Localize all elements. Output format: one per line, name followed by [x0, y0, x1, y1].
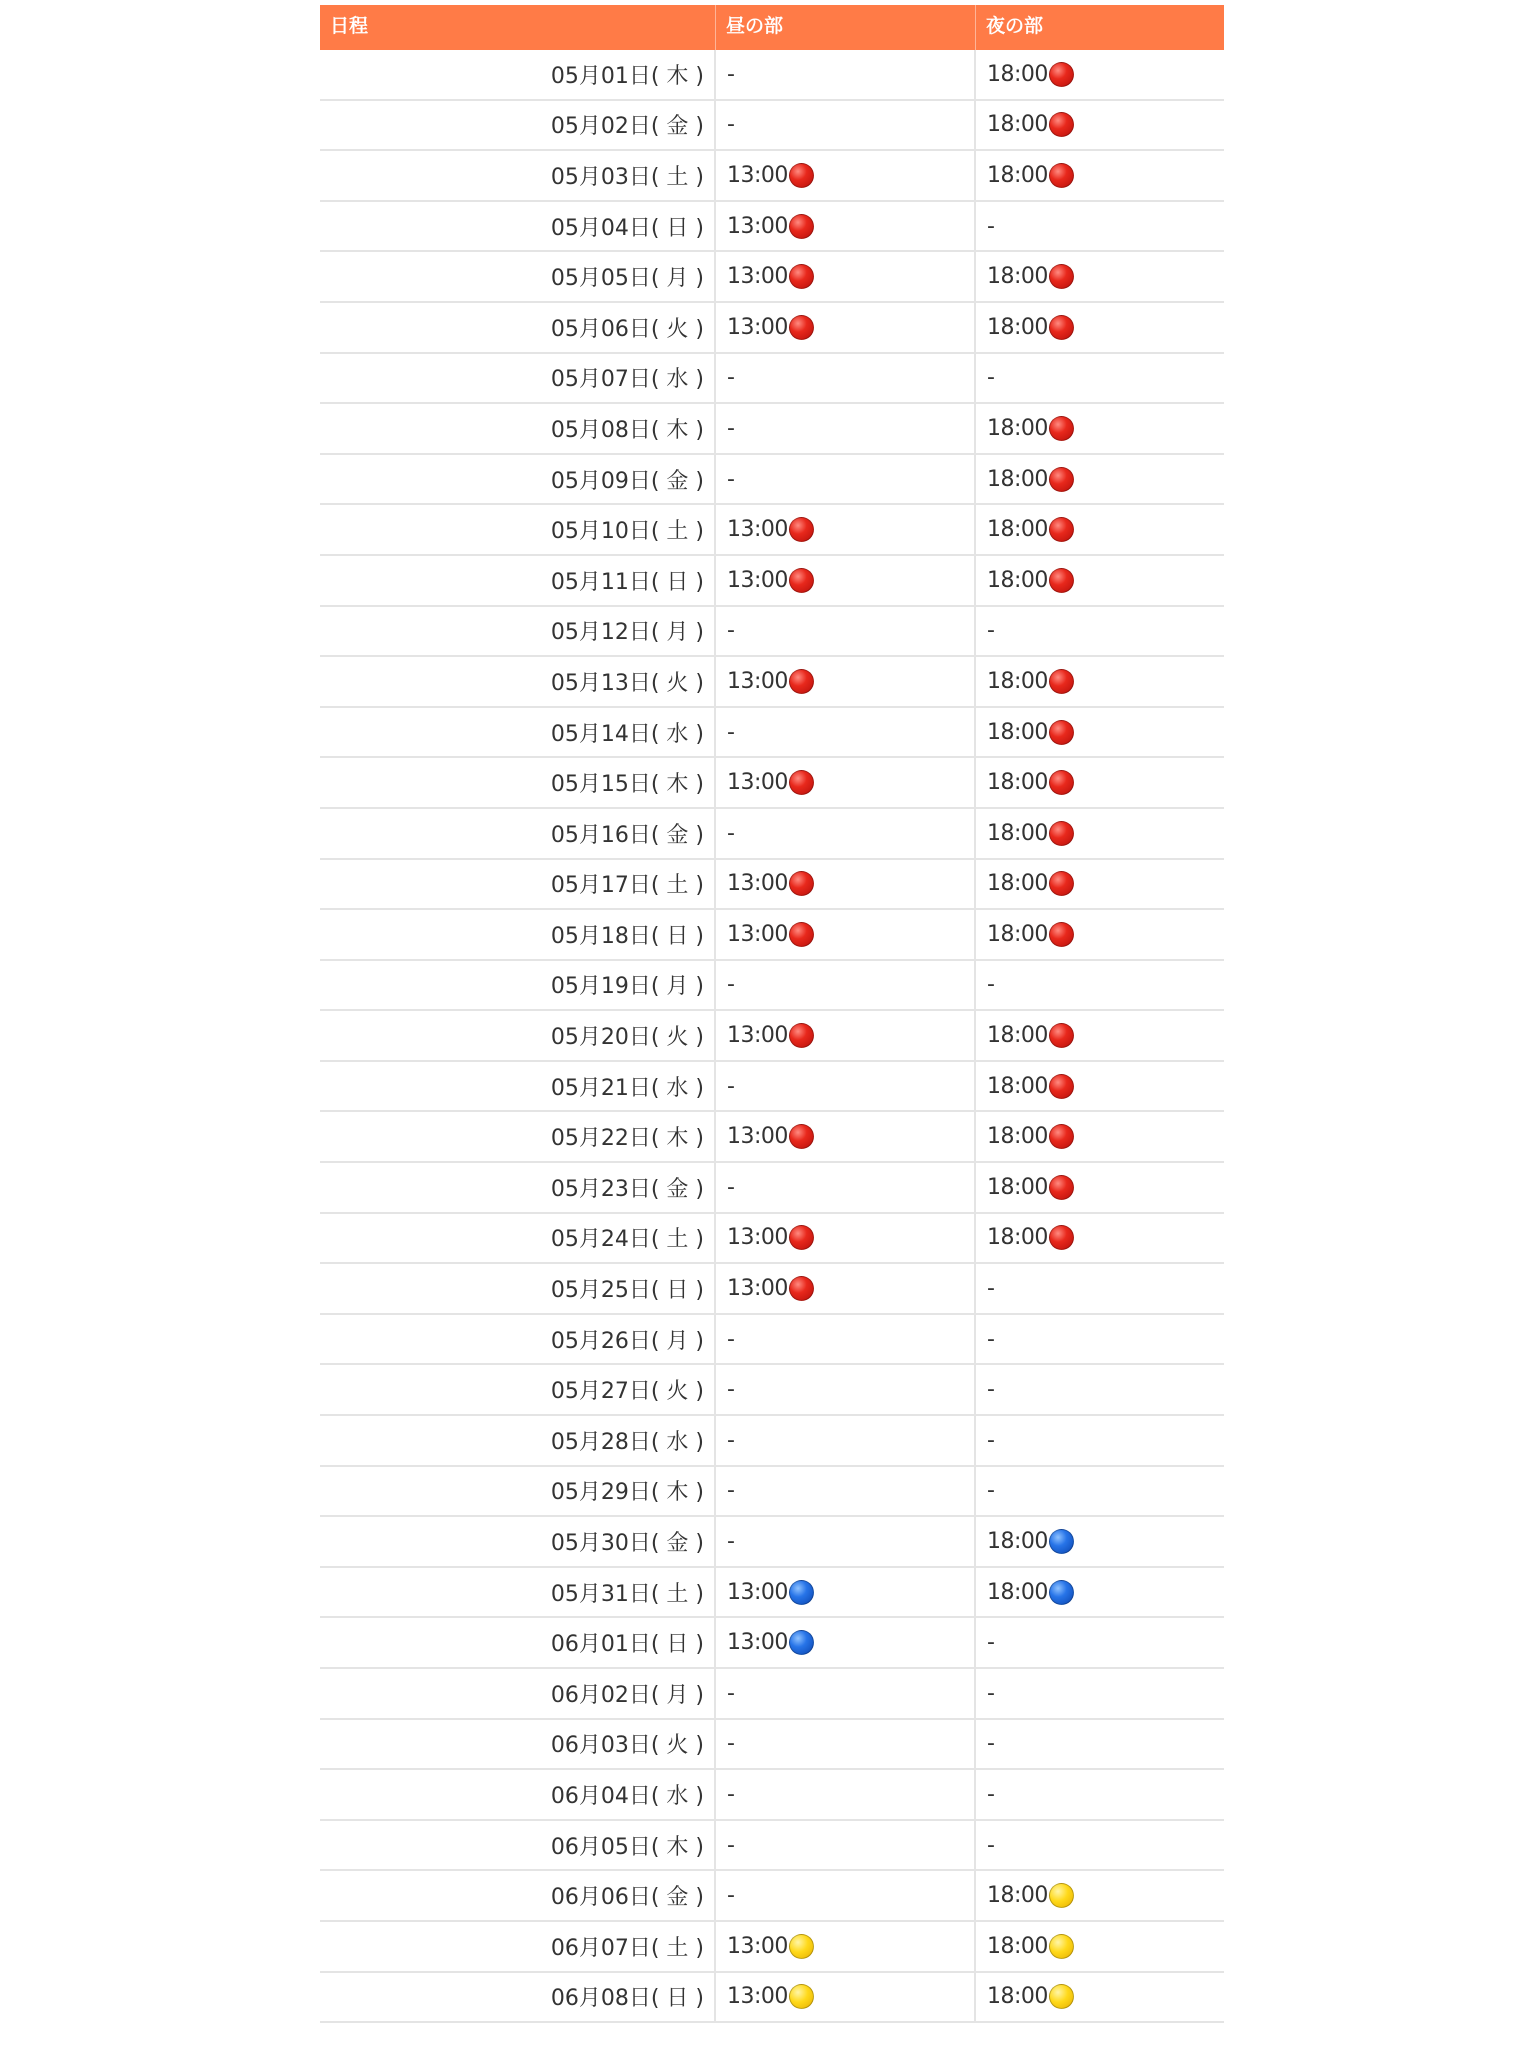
matinee-cell: [716, 202, 976, 251]
evening-cell: [976, 1467, 1224, 1516]
evening-cell: [976, 1568, 1224, 1617]
table-row: [320, 1163, 1224, 1214]
date-cell: 05月31日( 土 ): [320, 1568, 716, 1617]
evening-cell: [976, 1011, 1224, 1060]
red-circle-icon: [1049, 1175, 1074, 1200]
table-row: [320, 1365, 1224, 1416]
table-row: [320, 404, 1224, 455]
date-cell: 05月20日( 火 ): [320, 1011, 716, 1060]
table-row: [320, 1517, 1224, 1568]
evening-cell: [976, 1517, 1224, 1566]
matinee-cell: [716, 354, 976, 403]
date-cell: 06月06日( 金 ): [320, 1871, 716, 1920]
red-circle-icon: [789, 517, 814, 542]
matinee-time: -: [727, 1174, 735, 1200]
evening-cell: [976, 1214, 1224, 1263]
table-row: [320, 1011, 1224, 1062]
evening-time: 18:00: [987, 820, 1048, 846]
matinee-cell: [716, 1062, 976, 1111]
evening-time: -: [987, 972, 995, 998]
date-cell: 05月14日( 水 ): [320, 708, 716, 757]
matinee-time: -: [727, 1883, 735, 1909]
matinee-time: 13:00: [727, 517, 788, 543]
evening-cell: [976, 910, 1224, 959]
blue-circle-icon: [789, 1580, 814, 1605]
table-row: [320, 1618, 1224, 1669]
table-row: [320, 151, 1224, 202]
header-evening: 夜の部: [986, 15, 1044, 37]
matinee-cell: [716, 1720, 976, 1769]
yellow-circle-icon: [789, 1934, 814, 1959]
table-row: [320, 1062, 1224, 1113]
matinee-time: 13:00: [727, 921, 788, 947]
red-circle-icon: [1049, 62, 1074, 87]
evening-time: 18:00: [987, 1579, 1048, 1605]
red-circle-icon: [1049, 112, 1074, 137]
date-cell: 05月21日( 水 ): [320, 1062, 716, 1111]
date-cell: 05月17日( 土 ): [320, 860, 716, 909]
table-row: [320, 1416, 1224, 1467]
matinee-time: 13:00: [727, 314, 788, 340]
evening-cell: [976, 202, 1224, 251]
matinee-cell: [716, 1163, 976, 1212]
date-cell: 05月24日( 土 ): [320, 1214, 716, 1263]
evening-cell: [976, 1618, 1224, 1667]
evening-time: -: [987, 1731, 995, 1757]
table-row: [320, 1770, 1224, 1821]
evening-time: -: [987, 365, 995, 391]
date-cell: 05月26日( 月 ): [320, 1315, 716, 1364]
red-circle-icon: [789, 922, 814, 947]
matinee-time: -: [727, 61, 735, 87]
evening-time: 18:00: [987, 719, 1048, 745]
matinee-time: 13:00: [727, 871, 788, 897]
date-cell: 06月07日( 土 ): [320, 1922, 716, 1971]
date-cell: 05月01日( 木 ): [320, 50, 716, 99]
date-cell: 05月22日( 木 ): [320, 1112, 716, 1161]
matinee-cell: [716, 961, 976, 1010]
evening-time: 18:00: [987, 1529, 1048, 1555]
matinee-cell: [716, 505, 976, 554]
matinee-cell: [716, 455, 976, 504]
matinee-cell: [716, 151, 976, 200]
evening-time: 18:00: [987, 466, 1048, 492]
date-cell: 05月03日( 土 ): [320, 151, 716, 200]
table-row: [320, 1821, 1224, 1872]
table-row: [320, 758, 1224, 809]
matinee-cell: [716, 1365, 976, 1414]
matinee-time: 13:00: [727, 668, 788, 694]
date-cell: 05月25日( 日 ): [320, 1264, 716, 1313]
evening-cell: [976, 1163, 1224, 1212]
evening-time: -: [987, 1680, 995, 1706]
matinee-cell: [716, 1821, 976, 1870]
matinee-time: -: [727, 1377, 735, 1403]
red-circle-icon: [1049, 770, 1074, 795]
date-cell: 05月07日( 水 ): [320, 354, 716, 403]
matinee-time: 13:00: [727, 1579, 788, 1605]
date-cell: 05月27日( 火 ): [320, 1365, 716, 1414]
matinee-time: -: [727, 972, 735, 998]
matinee-cell: [716, 1467, 976, 1516]
red-circle-icon: [1049, 821, 1074, 846]
matinee-cell: [716, 607, 976, 656]
matinee-cell: [716, 860, 976, 909]
date-cell: 06月08日( 日 ): [320, 1973, 716, 2022]
evening-cell: [976, 1821, 1224, 1870]
red-circle-icon: [1049, 1023, 1074, 1048]
evening-cell: [976, 404, 1224, 453]
matinee-time: 13:00: [727, 1023, 788, 1049]
blue-circle-icon: [1049, 1580, 1074, 1605]
evening-cell: [976, 758, 1224, 807]
red-circle-icon: [1049, 669, 1074, 694]
evening-time: 18:00: [987, 1933, 1048, 1959]
date-cell: 05月04日( 日 ): [320, 202, 716, 251]
evening-time: 18:00: [987, 1225, 1048, 1251]
date-cell: 05月06日( 火 ): [320, 303, 716, 352]
evening-time: 18:00: [987, 415, 1048, 441]
matinee-time: -: [727, 820, 735, 846]
matinee-cell: [716, 708, 976, 757]
matinee-cell: [716, 1315, 976, 1364]
red-circle-icon: [1049, 871, 1074, 896]
evening-cell: [976, 1062, 1224, 1111]
matinee-cell: [716, 404, 976, 453]
evening-time: 18:00: [987, 1023, 1048, 1049]
evening-time: -: [987, 1781, 995, 1807]
table-row: [320, 202, 1224, 253]
matinee-cell: [716, 758, 976, 807]
date-cell: 05月08日( 木 ): [320, 404, 716, 453]
evening-cell: [976, 505, 1224, 554]
evening-time: 18:00: [987, 112, 1048, 138]
matinee-time: -: [727, 1781, 735, 1807]
evening-cell: [976, 1669, 1224, 1718]
matinee-time: 13:00: [727, 264, 788, 290]
yellow-circle-icon: [1049, 1984, 1074, 2009]
table-row: [320, 505, 1224, 556]
red-circle-icon: [1049, 315, 1074, 340]
evening-time: -: [987, 1478, 995, 1504]
red-circle-icon: [1049, 1074, 1074, 1099]
red-circle-icon: [789, 163, 814, 188]
table-row: [320, 1264, 1224, 1315]
evening-time: 18:00: [987, 1124, 1048, 1150]
date-cell: 06月04日( 水 ): [320, 1770, 716, 1819]
matinee-time: -: [727, 1427, 735, 1453]
table-row: [320, 708, 1224, 759]
matinee-cell: [716, 1112, 976, 1161]
date-cell: 06月02日( 月 ): [320, 1669, 716, 1718]
blue-circle-icon: [1049, 1529, 1074, 1554]
table-row: [320, 1669, 1224, 1720]
date-cell: 05月16日( 金 ): [320, 809, 716, 858]
date-cell: 05月10日( 土 ): [320, 505, 716, 554]
red-circle-icon: [789, 568, 814, 593]
table-row: [320, 809, 1224, 860]
evening-time: -: [987, 1630, 995, 1656]
evening-time: -: [987, 1377, 995, 1403]
matinee-cell: [716, 910, 976, 959]
date-cell: 05月18日( 日 ): [320, 910, 716, 959]
evening-cell: [976, 1720, 1224, 1769]
evening-cell: [976, 1871, 1224, 1920]
evening-cell: [976, 252, 1224, 301]
table-row: [320, 1922, 1224, 1973]
table-row: [320, 910, 1224, 961]
matinee-cell: [716, 1871, 976, 1920]
matinee-time: 13:00: [727, 567, 788, 593]
date-cell: 05月29日( 木 ): [320, 1467, 716, 1516]
evening-cell: [976, 556, 1224, 605]
header-matinee: 昼の部: [716, 5, 976, 50]
table-row: [320, 961, 1224, 1012]
matinee-cell: [716, 657, 976, 706]
matinee-cell: [716, 556, 976, 605]
matinee-cell: [716, 1517, 976, 1566]
matinee-cell: [716, 50, 976, 99]
table-row: [320, 50, 1224, 101]
evening-cell: [976, 708, 1224, 757]
yellow-circle-icon: [789, 1984, 814, 2009]
red-circle-icon: [1049, 517, 1074, 542]
yellow-circle-icon: [1049, 1883, 1074, 1908]
table-row: [320, 1973, 1224, 2024]
table-body: [320, 50, 1224, 2023]
date-cell: 05月23日( 金 ): [320, 1163, 716, 1212]
red-circle-icon: [1049, 416, 1074, 441]
evening-time: 18:00: [987, 1984, 1048, 2010]
matinee-cell: [716, 252, 976, 301]
evening-cell: [976, 455, 1224, 504]
table-row: [320, 860, 1224, 911]
table-row: [320, 101, 1224, 152]
evening-cell: [976, 1264, 1224, 1313]
matinee-time: -: [727, 1478, 735, 1504]
evening-cell: [976, 607, 1224, 656]
red-circle-icon: [789, 1023, 814, 1048]
matinee-time: -: [727, 1073, 735, 1099]
header-date: 日程: [320, 5, 716, 50]
matinee-time: -: [727, 1832, 735, 1858]
matinee-time: 13:00: [727, 1984, 788, 2010]
matinee-time: -: [727, 112, 735, 138]
evening-time: 18:00: [987, 1073, 1048, 1099]
table-row: [320, 252, 1224, 303]
matinee-time: -: [727, 415, 735, 441]
date-cell: 05月15日( 木 ): [320, 758, 716, 807]
red-circle-icon: [1049, 163, 1074, 188]
red-circle-icon: [789, 264, 814, 289]
yellow-circle-icon: [1049, 1934, 1074, 1959]
matinee-time: 13:00: [727, 162, 788, 188]
blue-circle-icon: [789, 1630, 814, 1655]
matinee-time: 13:00: [727, 1124, 788, 1150]
evening-cell: [976, 860, 1224, 909]
date-cell: 05月09日( 金 ): [320, 455, 716, 504]
date-cell: 06月03日( 火 ): [320, 1720, 716, 1769]
matinee-cell: [716, 1568, 976, 1617]
evening-cell: [976, 961, 1224, 1010]
schedule-table: [320, 5, 1224, 2023]
matinee-time: 13:00: [727, 770, 788, 796]
matinee-cell: [716, 1973, 976, 2022]
matinee-time: -: [727, 1731, 735, 1757]
table-row: [320, 455, 1224, 506]
evening-cell: [976, 1416, 1224, 1465]
table-row: [320, 657, 1224, 708]
table-header: [320, 5, 1224, 50]
red-circle-icon: [1049, 922, 1074, 947]
date-cell: 05月05日( 月 ): [320, 252, 716, 301]
matinee-cell: [716, 1214, 976, 1263]
matinee-cell: [716, 1770, 976, 1819]
evening-cell: [976, 354, 1224, 403]
red-circle-icon: [1049, 264, 1074, 289]
red-circle-icon: [789, 669, 814, 694]
matinee-cell: [716, 1669, 976, 1718]
date-cell: 06月05日( 木 ): [320, 1821, 716, 1870]
evening-cell: [976, 1922, 1224, 1971]
red-circle-icon: [789, 1225, 814, 1250]
table-row: [320, 1112, 1224, 1163]
evening-cell: [976, 1770, 1224, 1819]
matinee-cell: [716, 1264, 976, 1313]
table-row: [320, 1568, 1224, 1619]
date-cell: 05月11日( 日 ): [320, 556, 716, 605]
matinee-time: 13:00: [727, 1630, 788, 1656]
table-row: [320, 1467, 1224, 1518]
evening-time: 18:00: [987, 871, 1048, 897]
red-circle-icon: [789, 214, 814, 239]
red-circle-icon: [1049, 1225, 1074, 1250]
evening-time: -: [987, 213, 995, 239]
evening-time: 18:00: [987, 1174, 1048, 1200]
matinee-time: -: [727, 1326, 735, 1352]
evening-cell: [976, 50, 1224, 99]
evening-time: 18:00: [987, 1883, 1048, 1909]
date-cell: 05月13日( 火 ): [320, 657, 716, 706]
evening-cell: [976, 1315, 1224, 1364]
matinee-time: -: [727, 466, 735, 492]
date-cell: 05月02日( 金 ): [320, 101, 716, 150]
evening-time: -: [987, 618, 995, 644]
evening-cell: [976, 303, 1224, 352]
red-circle-icon: [1049, 467, 1074, 492]
table-row: [320, 556, 1224, 607]
evening-cell: [976, 809, 1224, 858]
matinee-time: -: [727, 719, 735, 745]
table-row: [320, 607, 1224, 658]
date-cell: 06月01日( 日 ): [320, 1618, 716, 1667]
red-circle-icon: [789, 770, 814, 795]
table-row: [320, 1315, 1224, 1366]
evening-time: 18:00: [987, 517, 1048, 543]
evening-time: 18:00: [987, 770, 1048, 796]
matinee-time: 13:00: [727, 1276, 788, 1302]
evening-time: 18:00: [987, 567, 1048, 593]
date-cell: 05月28日( 水 ): [320, 1416, 716, 1465]
matinee-time: 13:00: [727, 1225, 788, 1251]
evening-cell: [976, 101, 1224, 150]
evening-time: -: [987, 1326, 995, 1352]
evening-cell: [976, 1112, 1224, 1161]
matinee-cell: [716, 1011, 976, 1060]
matinee-cell: [716, 101, 976, 150]
matinee-time: -: [727, 1529, 735, 1555]
evening-time: 18:00: [987, 668, 1048, 694]
table-row: [320, 1214, 1224, 1265]
evening-time: 18:00: [987, 314, 1048, 340]
evening-time: -: [987, 1427, 995, 1453]
evening-cell: [976, 1365, 1224, 1414]
table-row: [320, 1720, 1224, 1771]
matinee-time: 13:00: [727, 213, 788, 239]
evening-time: -: [987, 1276, 995, 1302]
matinee-time: 13:00: [727, 1933, 788, 1959]
matinee-cell: [716, 303, 976, 352]
evening-cell: [976, 657, 1224, 706]
red-circle-icon: [789, 315, 814, 340]
evening-time: -: [987, 1832, 995, 1858]
matinee-time: -: [727, 1680, 735, 1706]
red-circle-icon: [1049, 1124, 1074, 1149]
matinee-cell: [716, 809, 976, 858]
table-row: [320, 1871, 1224, 1922]
red-circle-icon: [1049, 568, 1074, 593]
evening-time: 18:00: [987, 264, 1048, 290]
evening-time: 18:00: [987, 61, 1048, 87]
evening-time: 18:00: [987, 162, 1048, 188]
red-circle-icon: [1049, 720, 1074, 745]
matinee-cell: [716, 1618, 976, 1667]
red-circle-icon: [789, 1276, 814, 1301]
table-row: [320, 303, 1224, 354]
red-circle-icon: [789, 1124, 814, 1149]
evening-cell: [976, 151, 1224, 200]
evening-time: 18:00: [987, 921, 1048, 947]
red-circle-icon: [789, 871, 814, 896]
matinee-time: -: [727, 365, 735, 391]
matinee-cell: [716, 1416, 976, 1465]
date-cell: 05月30日( 金 ): [320, 1517, 716, 1566]
matinee-cell: [716, 1922, 976, 1971]
date-cell: 05月19日( 月 ): [320, 961, 716, 1010]
evening-cell: [976, 1973, 1224, 2022]
table-row: [320, 354, 1224, 405]
date-cell: 05月12日( 月 ): [320, 607, 716, 656]
matinee-time: -: [727, 618, 735, 644]
